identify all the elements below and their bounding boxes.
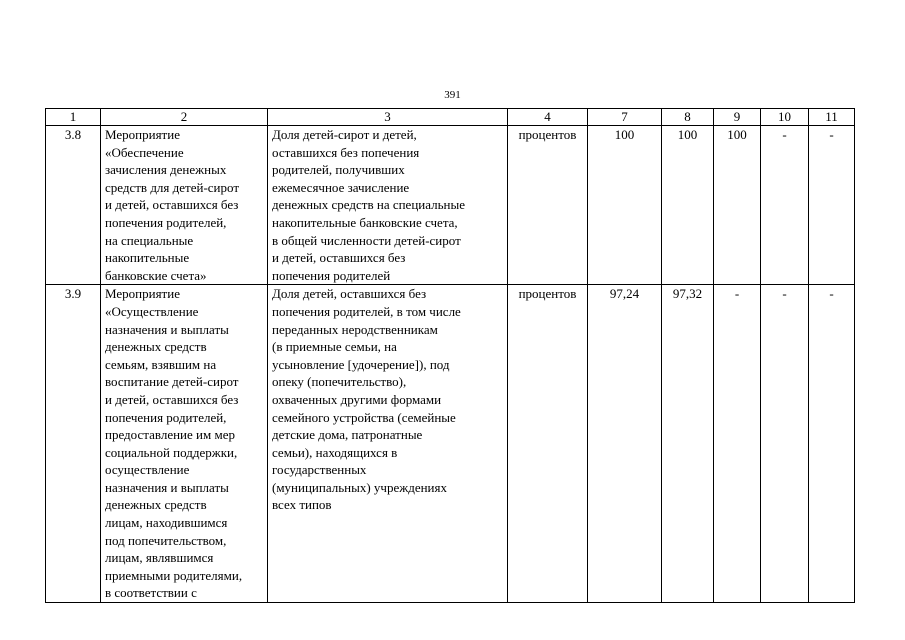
column-number: 3 xyxy=(268,109,508,126)
value-col-9: - xyxy=(714,285,761,603)
column-number: 1 xyxy=(46,109,101,126)
value-col-7: 97,24 xyxy=(588,285,662,603)
unit-cell: процентов xyxy=(508,126,588,285)
column-number-row xyxy=(46,109,855,126)
column-number: 11 xyxy=(809,109,855,126)
value-col-8: 100 xyxy=(662,126,714,285)
value-col-8: 97,32 xyxy=(662,285,714,603)
row-number: 3.9 xyxy=(46,285,101,603)
event-cell xyxy=(101,285,268,603)
indicator-cell xyxy=(268,126,508,285)
column-number: 2 xyxy=(101,109,268,126)
value-col-10: - xyxy=(761,285,809,603)
table-row xyxy=(46,285,855,603)
column-number: 8 xyxy=(662,109,714,126)
event-text: Мероприятие «Осуществление назначения и выплаты денежных средств семьям, взявшим на воспитание детей-сирот и детей, оставшихся без попечения родителей, предоставление им мер социальной поддержки, осуществление назначения и выплаты денежных средств лицам, находившимся под попечительством, лицам, являвшимся приемными родителями, в соответствии с xyxy=(105,286,243,601)
column-number: 7 xyxy=(588,109,662,126)
value-col-10: - xyxy=(761,126,809,285)
indicator-text: Доля детей, оставшихся без попечения родителей, в том числе переданных неродственникам (в приемные семьи, на усыновление [удочерение]), под опеку (попечительство), охваченных другими формами семейного устройства (семейные детские дома, патронатные семьи), находящихся в государственных (муниципальных) учреждениях всех типов xyxy=(272,286,461,513)
page-number: 391 xyxy=(444,89,461,101)
indicators-table xyxy=(45,108,855,603)
unit-cell: процентов xyxy=(508,285,588,603)
indicator-cell xyxy=(268,285,508,603)
column-number: 9 xyxy=(714,109,761,126)
value-col-9: 100 xyxy=(714,126,761,285)
column-number: 4 xyxy=(508,109,588,126)
indicator-text: Доля детей-сирот и детей, оставшихся без попечения родителей, получивших ежемесячное зачисление денежных средств на специальные накопительные банковские счета, в общей численности детей-сирот и детей, оставшихся без попечения родителей xyxy=(272,127,466,283)
value-col-7: 100 xyxy=(588,126,662,285)
value-col-11: - xyxy=(809,126,855,285)
value-col-11: - xyxy=(809,285,855,603)
event-text: Мероприятие «Обеспечение зачисления денежных средств для детей-сирот и детей, оставшихся без попечения родителей, на специальные накопительные банковские счета» xyxy=(105,127,240,283)
event-cell xyxy=(101,126,268,285)
table-row xyxy=(46,126,855,285)
row-number: 3.8 xyxy=(46,126,101,285)
column-number: 10 xyxy=(761,109,809,126)
